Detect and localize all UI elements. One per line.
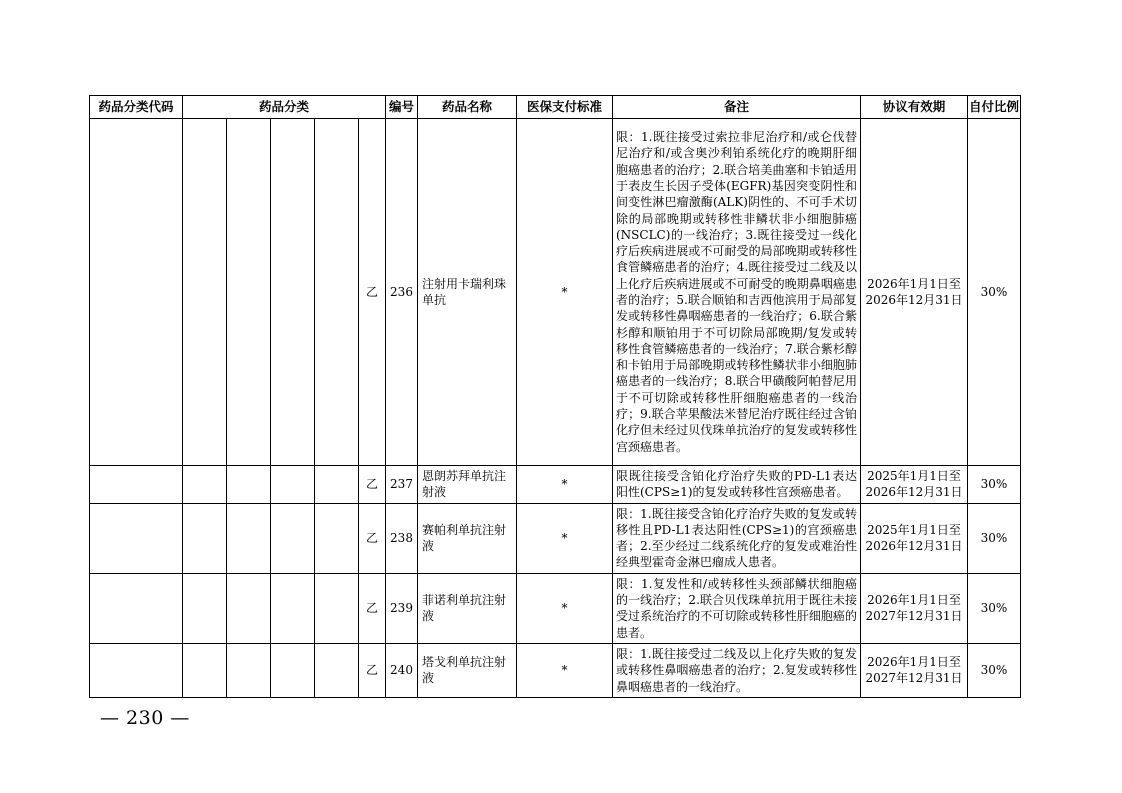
self-pay-ratio-cell: 30% xyxy=(968,119,1021,466)
payment-standard-cell: * xyxy=(517,119,613,466)
remark-cell: 限：1.复发性和/或转移性头颈部鳞状细胞癌的一线治疗；2.联合贝伐珠单抗用于既往未接受过系统治疗的不可切除或转移性肝细胞癌的患者。 xyxy=(613,573,861,643)
number-cell: 236 xyxy=(386,119,418,466)
code-cell xyxy=(90,643,183,697)
category-cell xyxy=(315,119,359,466)
payment-standard-cell: * xyxy=(517,466,613,504)
table-row xyxy=(90,573,1021,643)
number-cell: 239 xyxy=(386,573,418,643)
header-drug-class-code: 药品分类代码 xyxy=(90,96,183,119)
drug-name-cell: 塔戈利单抗注射液 xyxy=(418,643,517,697)
period-start: 2026年1月1日至 xyxy=(867,277,961,291)
category-cell xyxy=(315,643,359,697)
category-cell xyxy=(227,466,271,504)
header-remark: 备注 xyxy=(613,96,861,119)
table-row xyxy=(90,466,1021,504)
header-drug-category: 药品分类 xyxy=(183,96,386,119)
category-cell xyxy=(183,643,227,697)
agreement-period-cell xyxy=(861,119,968,466)
remark-cell: 限：1.既往接受含铂化疗治疗失败的复发或转移性且PD-L1表达阳性(CPS≥1)的宫颈癌患者；2.至少经过二线系统化疗的复发或难治性经典型霍奇金淋巴瘤成人患者。 xyxy=(613,503,861,573)
category-cell xyxy=(271,643,315,697)
header-payment-standard: 医保支付标准 xyxy=(517,96,613,119)
period-start: 2025年1月1日至 xyxy=(867,523,961,538)
table-row xyxy=(90,643,1021,697)
period-end: 2027年12月31日 xyxy=(865,609,963,624)
table-row xyxy=(90,503,1021,573)
drug-name-cell: 注射用卡瑞利珠单抗 xyxy=(418,119,517,466)
drug-name-cell: 赛帕利单抗注射液 xyxy=(418,503,517,573)
agreement-period-cell xyxy=(861,643,968,697)
drug-catalog-table xyxy=(89,95,1021,698)
number-cell: 238 xyxy=(386,503,418,573)
table-header-row xyxy=(90,96,1021,119)
category-cell xyxy=(227,119,271,466)
period-end: 2026年12月31日 xyxy=(865,539,963,554)
number-cell: 237 xyxy=(386,466,418,504)
agreement-period-cell xyxy=(861,503,968,573)
category-cell xyxy=(227,573,271,643)
period-start: 2026年1月1日至 xyxy=(867,593,961,608)
grade-cell: 乙 xyxy=(359,119,386,466)
self-pay-ratio-cell: 30% xyxy=(968,503,1021,573)
header-drug-name: 药品名称 xyxy=(418,96,517,119)
period-start: 2025年1月1日至 xyxy=(867,469,961,484)
number-cell: 240 xyxy=(386,643,418,697)
category-cell xyxy=(315,503,359,573)
remark-cell: 限既往接受含铂化疗治疗失败的PD-L1表达阳性(CPS≥1)的复发或转移性宫颈癌患者。 xyxy=(613,466,861,504)
category-cell xyxy=(227,643,271,697)
agreement-period-cell xyxy=(861,466,968,504)
drug-name-cell: 菲诺利单抗注射液 xyxy=(418,573,517,643)
grade-cell: 乙 xyxy=(359,466,386,504)
self-pay-ratio-cell: 30% xyxy=(968,466,1021,504)
code-cell xyxy=(90,573,183,643)
agreement-period-cell xyxy=(861,573,968,643)
category-cell xyxy=(315,466,359,504)
page-number: — 230 — xyxy=(100,707,190,729)
period-start: 2026年1月1日至 xyxy=(867,655,961,670)
remark-cell: 限：1.既往接受过二线及以上化疗失败的复发或转移性鼻咽癌患者的治疗；2.复发或转移性鼻咽癌患者的一线治疗。 xyxy=(613,643,861,697)
drug-name-cell: 恩朗苏拜单抗注射液 xyxy=(418,466,517,504)
header-self-pay-ratio: 自付比例 xyxy=(968,96,1021,119)
self-pay-ratio-cell: 30% xyxy=(968,573,1021,643)
self-pay-ratio-cell: 30% xyxy=(968,643,1021,697)
header-agreement-period: 协议有效期 xyxy=(861,96,968,119)
category-cell xyxy=(183,503,227,573)
category-cell xyxy=(271,573,315,643)
category-cell xyxy=(315,573,359,643)
grade-cell: 乙 xyxy=(359,643,386,697)
table-row xyxy=(90,119,1021,466)
header-number: 编号 xyxy=(386,96,418,119)
payment-standard-cell: * xyxy=(517,643,613,697)
code-cell xyxy=(90,466,183,504)
period-end: 2026年12月31日 xyxy=(865,293,963,307)
grade-cell: 乙 xyxy=(359,573,386,643)
category-cell xyxy=(271,466,315,504)
grade-cell: 乙 xyxy=(359,503,386,573)
remark-cell: 限：1.既往接受过索拉非尼治疗和/或仑伐替尼治疗和/或含奥沙利铂系统化疗的晚期肝细胞癌患者的治疗；2.联合培美曲塞和卡铂适用于表皮生长因子受体(EGFR)基因突变阴性和间变性淋巴瘤激酶(ALK)阴性的、不可手术切除的局部晚期或转移性非鳞状非小细胞肺癌(NSCLC)的一线治疗；3.既往接受过一线化疗后疾病进展或不可耐受的局部晚期或转移性食管鳞癌患者的治疗；4.既往接受过二线及以上化疗后疾病进展或不可耐受的晚期鼻咽癌患者的治疗；5.联合顺铂和吉西他滨用于局部复发或转移性鼻咽癌患者的一线治疗；6.联合紫杉醇和顺铂用于不可切除局部晚期/复发或转移性食管鳞癌患者的一线治疗；7.联合紫杉醇和卡铂用于局部晚期或转移性鳞状非小细胞肺癌患者的一线治疗；8.联合甲磺酸阿帕替尼用于不可切除或转移性肝细胞癌患者的一线治疗；9.联合苹果酸法米替尼治疗既往经过含铂化疗但未经过贝伐珠单抗治疗的复发或转移性宫颈癌患者。 xyxy=(613,119,861,466)
payment-standard-cell: * xyxy=(517,573,613,643)
category-cell xyxy=(271,503,315,573)
code-cell xyxy=(90,119,183,466)
code-cell xyxy=(90,503,183,573)
payment-standard-cell: * xyxy=(517,503,613,573)
category-cell xyxy=(183,466,227,504)
period-end: 2027年12月31日 xyxy=(865,671,963,686)
category-cell xyxy=(183,119,227,466)
category-cell xyxy=(183,573,227,643)
category-cell xyxy=(227,503,271,573)
period-end: 2026年12月31日 xyxy=(865,485,963,500)
category-cell xyxy=(271,119,315,466)
